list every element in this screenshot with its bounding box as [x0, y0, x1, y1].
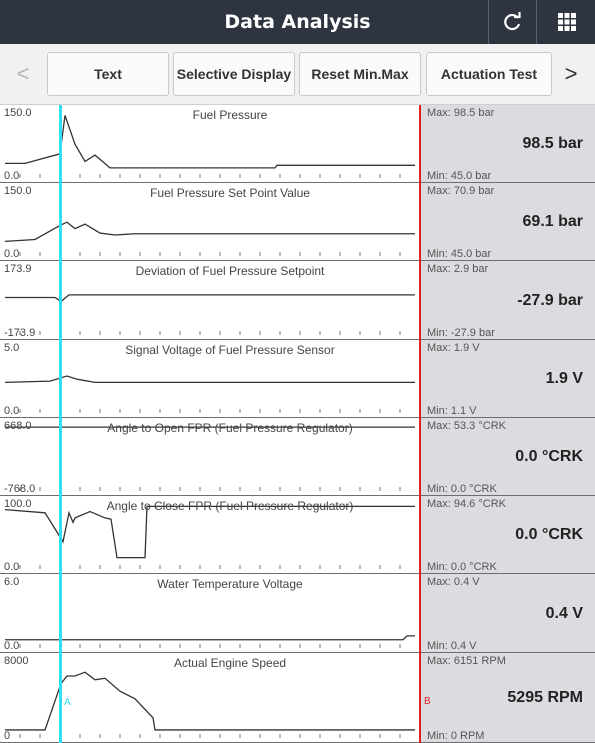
actuation-test-button[interactable]: Actuation Test	[426, 52, 552, 96]
min-value: Min: 0.4 V	[427, 640, 477, 652]
parameter-name: Fuel Pressure Set Point Value	[150, 186, 310, 200]
parameter-name: Actual Engine Speed	[173, 656, 287, 670]
value-panel	[421, 496, 595, 574]
max-value: Max: 0.4 V	[427, 576, 480, 588]
y-axis-max: 5.0	[4, 342, 20, 354]
parameter-name: Signal Voltage of Fuel Pressure Sensor	[125, 343, 335, 357]
current-value: 1.9 V	[545, 370, 583, 387]
max-value: Max: 1.9 V	[427, 342, 480, 354]
trend-graph[interactable]	[0, 496, 420, 574]
y-axis-min: -173.9	[4, 327, 36, 339]
value-panel	[421, 183, 595, 261]
y-axis-min: 0	[4, 730, 11, 742]
scroll-left-button[interactable]: <	[16, 61, 30, 86]
y-axis-max: 100.0	[4, 498, 32, 510]
parameter-name: Fuel Pressure	[192, 108, 268, 122]
data-stream-panel[interactable]	[0, 340, 595, 418]
y-axis-min: 0.0	[4, 561, 20, 573]
value-panel	[421, 105, 595, 183]
min-value: Min: 0.0 °CRK	[427, 561, 497, 573]
min-value: Min: 1.1 V	[427, 405, 477, 417]
value-panel	[421, 418, 595, 496]
max-value: Max: 6151 RPM	[427, 655, 506, 667]
refresh-icon	[501, 11, 523, 33]
current-value: 0.0 °CRK	[515, 526, 583, 543]
current-value: 98.5 bar	[522, 135, 583, 152]
parameter-name: Angle to Open FPR (Fuel Pressure Regulator)	[107, 421, 353, 435]
max-value: Max: 53.3 °CRK	[427, 420, 506, 432]
max-value: Max: 2.9 bar	[427, 263, 489, 275]
data-stream-panel[interactable]	[0, 418, 595, 496]
trend-graph[interactable]	[0, 105, 420, 183]
trend-graph[interactable]	[0, 574, 420, 653]
cursor-b-label: B	[424, 696, 431, 707]
grid-icon	[558, 13, 576, 31]
title-bar	[0, 0, 595, 44]
max-value: Max: 98.5 bar	[427, 107, 495, 119]
parameter-name: Deviation of Fuel Pressure Setpoint	[135, 264, 325, 278]
reset-min-max-button[interactable]: Reset Min.Max	[299, 52, 421, 96]
data-stream-panel[interactable]	[0, 183, 595, 261]
value-panel	[421, 340, 595, 418]
trend-graph[interactable]	[0, 261, 420, 340]
current-value: 0.0 °CRK	[515, 448, 583, 465]
selective-display-button[interactable]: Selective Display	[173, 52, 295, 96]
min-value: Min: 0.0 °CRK	[427, 483, 497, 495]
min-value: Min: 0 RPM	[427, 730, 485, 742]
min-value: Min: 45.0 bar	[427, 248, 492, 260]
page-title: Data Analysis	[224, 11, 371, 33]
trend-graph[interactable]	[0, 340, 420, 418]
data-stream-panel[interactable]	[0, 574, 595, 653]
y-axis-min: 0.0	[4, 640, 20, 652]
trend-graph[interactable]	[0, 653, 420, 743]
max-value: Max: 70.9 bar	[427, 185, 495, 197]
refresh-button[interactable]	[488, 0, 535, 44]
max-value: Max: 94.6 °CRK	[427, 498, 506, 510]
current-value: 69.1 bar	[522, 213, 583, 230]
cursor-b[interactable]	[419, 105, 421, 743]
trend-graph[interactable]	[0, 183, 420, 261]
y-axis-min: 0.0	[4, 405, 20, 417]
y-axis-max: 8000	[4, 655, 29, 667]
data-stream-panel[interactable]	[0, 653, 595, 743]
scroll-right-button[interactable]: >	[564, 61, 578, 86]
current-value: 0.4 V	[545, 604, 583, 622]
y-axis-min: 0.0	[4, 170, 20, 182]
y-axis-min: -768.0	[4, 483, 36, 495]
y-axis-max: 150.0	[4, 107, 32, 119]
data-stream-panel[interactable]	[0, 261, 595, 340]
current-value: -27.9 bar	[517, 291, 583, 309]
min-value: Min: -27.9 bar	[427, 327, 495, 339]
parameter-name: Water Temperature Voltage	[157, 577, 303, 591]
value-panel	[421, 261, 595, 340]
data-stream-panel[interactable]	[0, 105, 595, 183]
y-axis-max: 668.0	[4, 420, 32, 432]
value-panel	[421, 653, 595, 743]
current-value: 5295 RPM	[507, 689, 583, 706]
y-axis-max: 173.9	[4, 263, 32, 275]
y-axis-max: 150.0	[4, 185, 32, 197]
cursor-a-label: A	[64, 697, 71, 708]
toolbar	[0, 44, 595, 105]
min-value: Min: 45.0 bar	[427, 170, 492, 182]
data-stream-panel[interactable]	[0, 496, 595, 574]
grid-menu-button[interactable]	[536, 0, 595, 44]
parameter-name: Angle to Close FPR (Fuel Pressure Regulator)	[106, 499, 354, 513]
text-button[interactable]: Text	[47, 52, 169, 96]
trend-graph[interactable]	[0, 418, 420, 496]
value-panel	[421, 574, 595, 653]
y-axis-max: 6.0	[4, 576, 20, 588]
y-axis-min: 0.0	[4, 248, 20, 260]
cursor-a[interactable]	[59, 105, 62, 743]
